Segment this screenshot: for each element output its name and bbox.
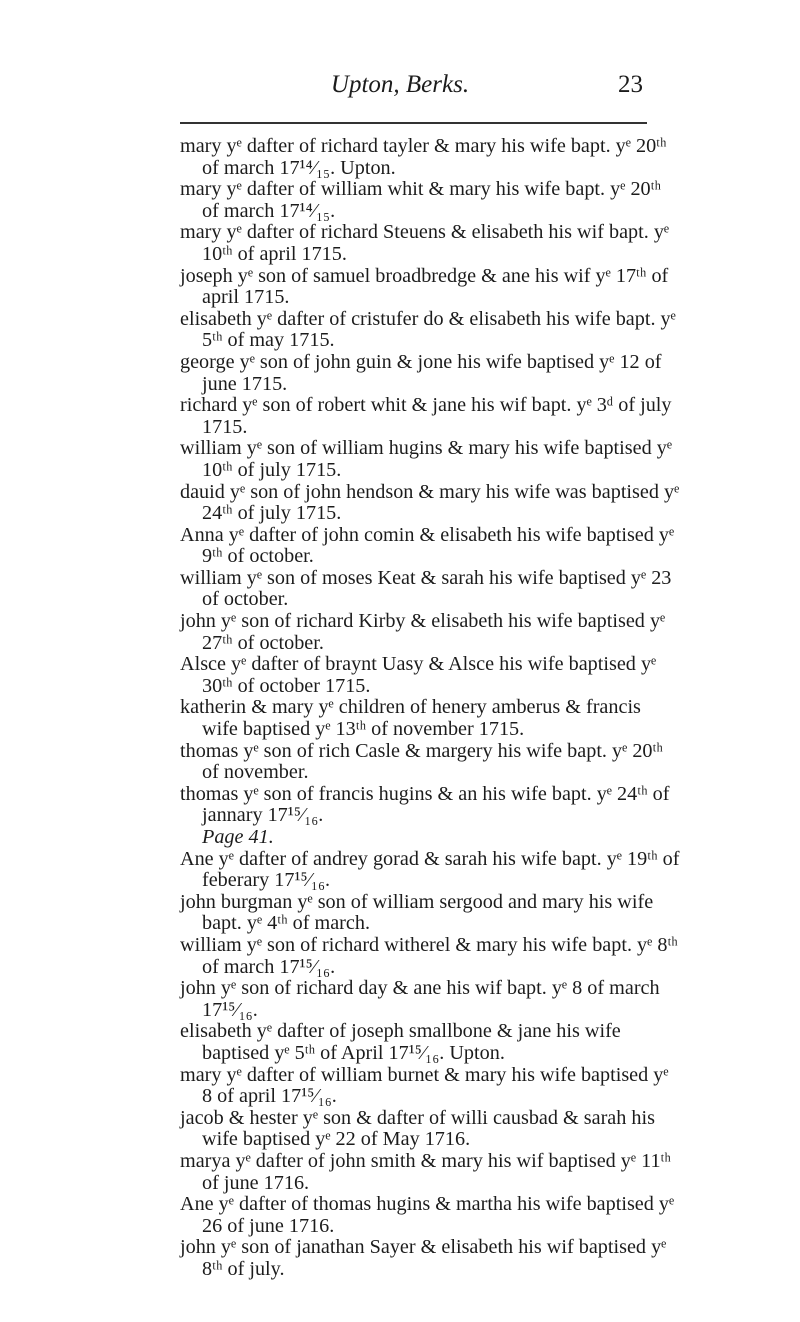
page-number: 23 <box>618 71 643 98</box>
baptism-entry: john yᵉ son of richard day & ane his wif bapt. yᵉ 8 of march 17¹⁵⁄₁₆. <box>180 977 660 1021</box>
baptism-entry: Ane yᵉ dafter of andrey gorad & sarah his wife bapt. yᵉ 19ᵗʰ of feberary 17¹⁵⁄₁₆. <box>180 847 680 892</box>
register-text <box>180 136 680 1280</box>
baptism-entry: mary yᵉ dafter of william whit & mary his wife bapt. yᵉ 20ᵗʰ of march 17¹⁴⁄₁₅. <box>180 178 661 222</box>
baptism-entry: elisabeth yᵉ dafter of joseph smallbone & jane his wife baptised yᵉ 5ᵗʰ of April 17¹⁵⁄₁₆. Upton. <box>180 1020 621 1064</box>
baptism-entry: william yᵉ son of richard witherel & mary his wife bapt. yᵉ 8ᵗʰ of march 17¹⁵⁄₁₆. <box>180 933 678 978</box>
baptism-entry: dauid yᵉ son of john hendson & mary his wife was baptised yᵉ 24ᵗʰ of july 1715. <box>180 480 680 525</box>
baptism-entry: Anna yᵉ dafter of john comin & elisabeth his wife baptised yᵉ 9ᵗʰ of october. <box>180 523 675 568</box>
baptism-entry: john yᵉ son of janathan Sayer & elisabeth his wif baptised yᵉ 8ᵗʰ of july. <box>180 1236 667 1280</box>
baptism-entry: william yᵉ son of moses Keat & sarah his wife baptised yᵉ 23 of october. <box>180 566 672 611</box>
baptism-entry: jacob & hester yᵉ son & dafter of willi causbad & sarah his wife baptised yᵉ 22 of May 1716. <box>180 1106 655 1151</box>
page-header <box>0 68 800 102</box>
baptism-entry: Alsce yᵉ dafter of braynt Uasy & Alsce his wife baptised yᵉ 30ᵗʰ of october 1715. <box>180 653 657 697</box>
baptism-entry: Ane yᵉ dafter of thomas hugins & martha his wife baptised yᵉ 26 of june 1716. <box>180 1193 675 1237</box>
baptism-entry: thomas yᵉ son of rich Casle & margery his wife bapt. yᵉ 20ᵗʰ of november. <box>180 739 663 784</box>
page-marker: Page 41. <box>202 826 274 848</box>
header-rule <box>180 122 647 124</box>
baptism-entry: mary yᵉ dafter of richard tayler & mary his wife bapt. yᵉ 20ᵗʰ of march 17¹⁴⁄₁₅. Upton. <box>180 135 667 179</box>
baptism-entry: thomas yᵉ son of francis hugins & an his wife bapt. yᵉ 24ᵗʰ of jannary 17¹⁵⁄₁₆. <box>180 782 670 827</box>
baptism-entry: mary yᵉ dafter of william burnet & mary his wife baptised yᵉ 8 of april 17¹⁵⁄₁₆. <box>180 1063 669 1108</box>
baptism-entry: george yᵉ son of john guin & jone his wife baptised yᵉ 12 of june 1715. <box>180 350 662 395</box>
baptism-entry: william yᵉ son of william hugins & mary his wife baptised yᵉ 10ᵗʰ of july 1715. <box>180 437 672 481</box>
baptism-entry: elisabeth yᵉ dafter of cristufer do & elisabeth his wife bapt. yᵉ 5ᵗʰ of may 1715. <box>180 307 676 352</box>
baptism-entry: richard yᵉ son of robert whit & jane his wif bapt. yᵉ 3ᵈ of july 1715. <box>180 394 672 438</box>
baptism-entry: katherin & mary yᵉ children of henery amberus & francis wife baptised yᵉ 13ᵗʰ of november 1715. <box>180 696 641 741</box>
running-title: Upton, Berks. <box>330 71 470 98</box>
baptism-entry: john burgman yᵉ son of william sergood and mary his wife bapt. yᵉ 4ᵗʰ of march. <box>180 890 654 935</box>
baptism-entry: john yᵉ son of richard Kirby & elisabeth his wife baptised yᵉ 27ᵗʰ of october. <box>180 610 666 654</box>
baptism-entry: marya yᵉ dafter of john smith & mary his wif baptised yᵉ 11ᵗʰ of june 1716. <box>180 1149 671 1194</box>
baptism-entry: mary yᵉ dafter of richard Steuens & elisabeth his wif bapt. yᵉ 10ᵗʰ of april 1715. <box>180 221 670 265</box>
baptism-entry: joseph yᵉ son of samuel broadbredge & ane his wif yᵉ 17ᵗʰ of april 1715. <box>180 264 669 309</box>
